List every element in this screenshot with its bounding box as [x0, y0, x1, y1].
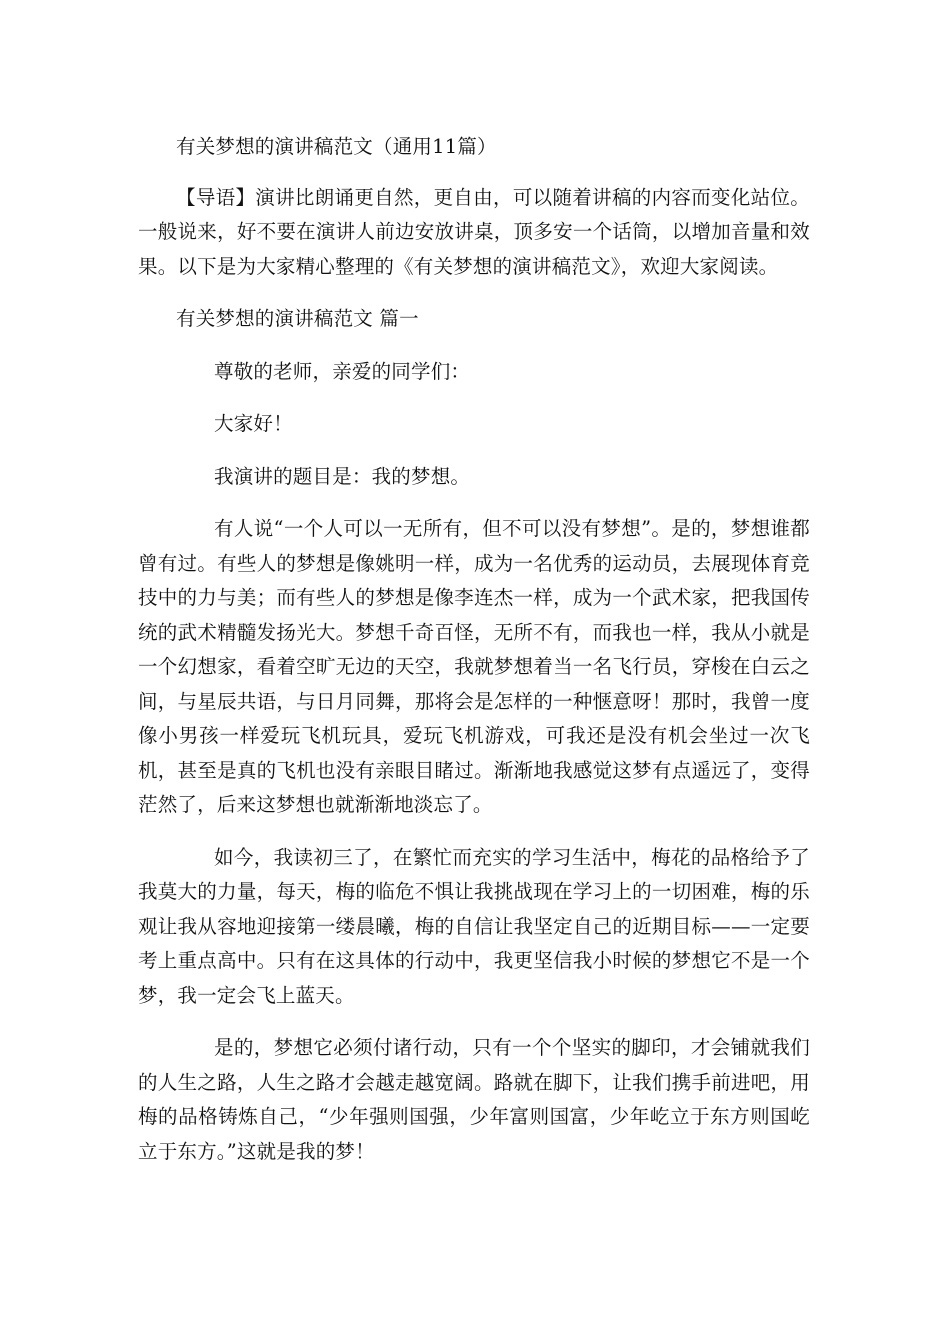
greeting: 大家好！ — [214, 412, 293, 435]
body-paragraph: 有人说“一个人可以一无所有，但不可以没有梦想”。是的，梦想谁都曾有过。有些人的梦想是像姚明一样，成为一名优秀的运动员，去展现体育竞技中的力与美；而有些人的梦想是像李连杰一样，成为一个武术家，把我国传统的武术精髓发扬光大。梦想千奇百怪，无所不有，而我也一样，我从小就是一个幻想家，看着空旷无边的天空，我就梦想着当一名飞行员，穿梭在白云之间，与星辰共语，与日月同舞，那将会是怎样的一种惬意呀！那时，我曾一度像小男孩一样爱玩飞机玩具，爱玩飞机游戏，可我还是没有机会坐过一次飞机，甚至是真的飞机也没有亲眼目睹过。渐渐地我感觉这梦有点遥远了，变得茫然了，后来这梦想也就渐渐地淡忘了。 — [138, 517, 810, 816]
document-title: 有关梦想的演讲稿范文（通用11篇） — [176, 135, 497, 158]
speech-topic: 我演讲的题目是：我的梦想。 — [214, 464, 471, 488]
body-paragraph: 如今，我读初三了，在繁忙而充实的学习生活中，梅花的品格给予了我莫大的力量，每天，梅的临危不惧让我挑战现在学习上的一切困难，梅的乐观让我从容地迎接第一缕晨曦，梅的自信让我坚定自己的近期目标——一定要考上重点高中。只有在这具体的行动中，我更坚信我小时候的梦想它不是一个梦，我一定会飞上蓝天。 — [138, 845, 810, 1007]
document-body — [138, 130, 810, 1187]
body-paragraph: 是的，梦想它必须付诸行动，只有一个个坚实的脚印，才会铺就我们的人生之路，人生之路才会越走越宽阔。路就在脚下，让我们携手前进吧，用梅的品格铸炼自己，“少年强则国强，少年富则国富，少年屹立于东方则国屹立于东方。”这就是我的梦！ — [138, 1036, 810, 1163]
salutation: 尊敬的老师，亲爱的同学们： — [214, 359, 471, 383]
intro-paragraph: 【导语】演讲比朗诵更自然，更自由，可以随着讲稿的内容而变化站位。一般说来，好不要在演讲人前边安放讲桌，顶多安一个话筒，以增加音量和效果。以下是为大家精心整理的《有关梦想的演讲稿范文》，欢迎大家阅读。 — [138, 185, 810, 278]
section-title: 有关梦想的演讲稿范文 篇一 — [176, 307, 419, 330]
